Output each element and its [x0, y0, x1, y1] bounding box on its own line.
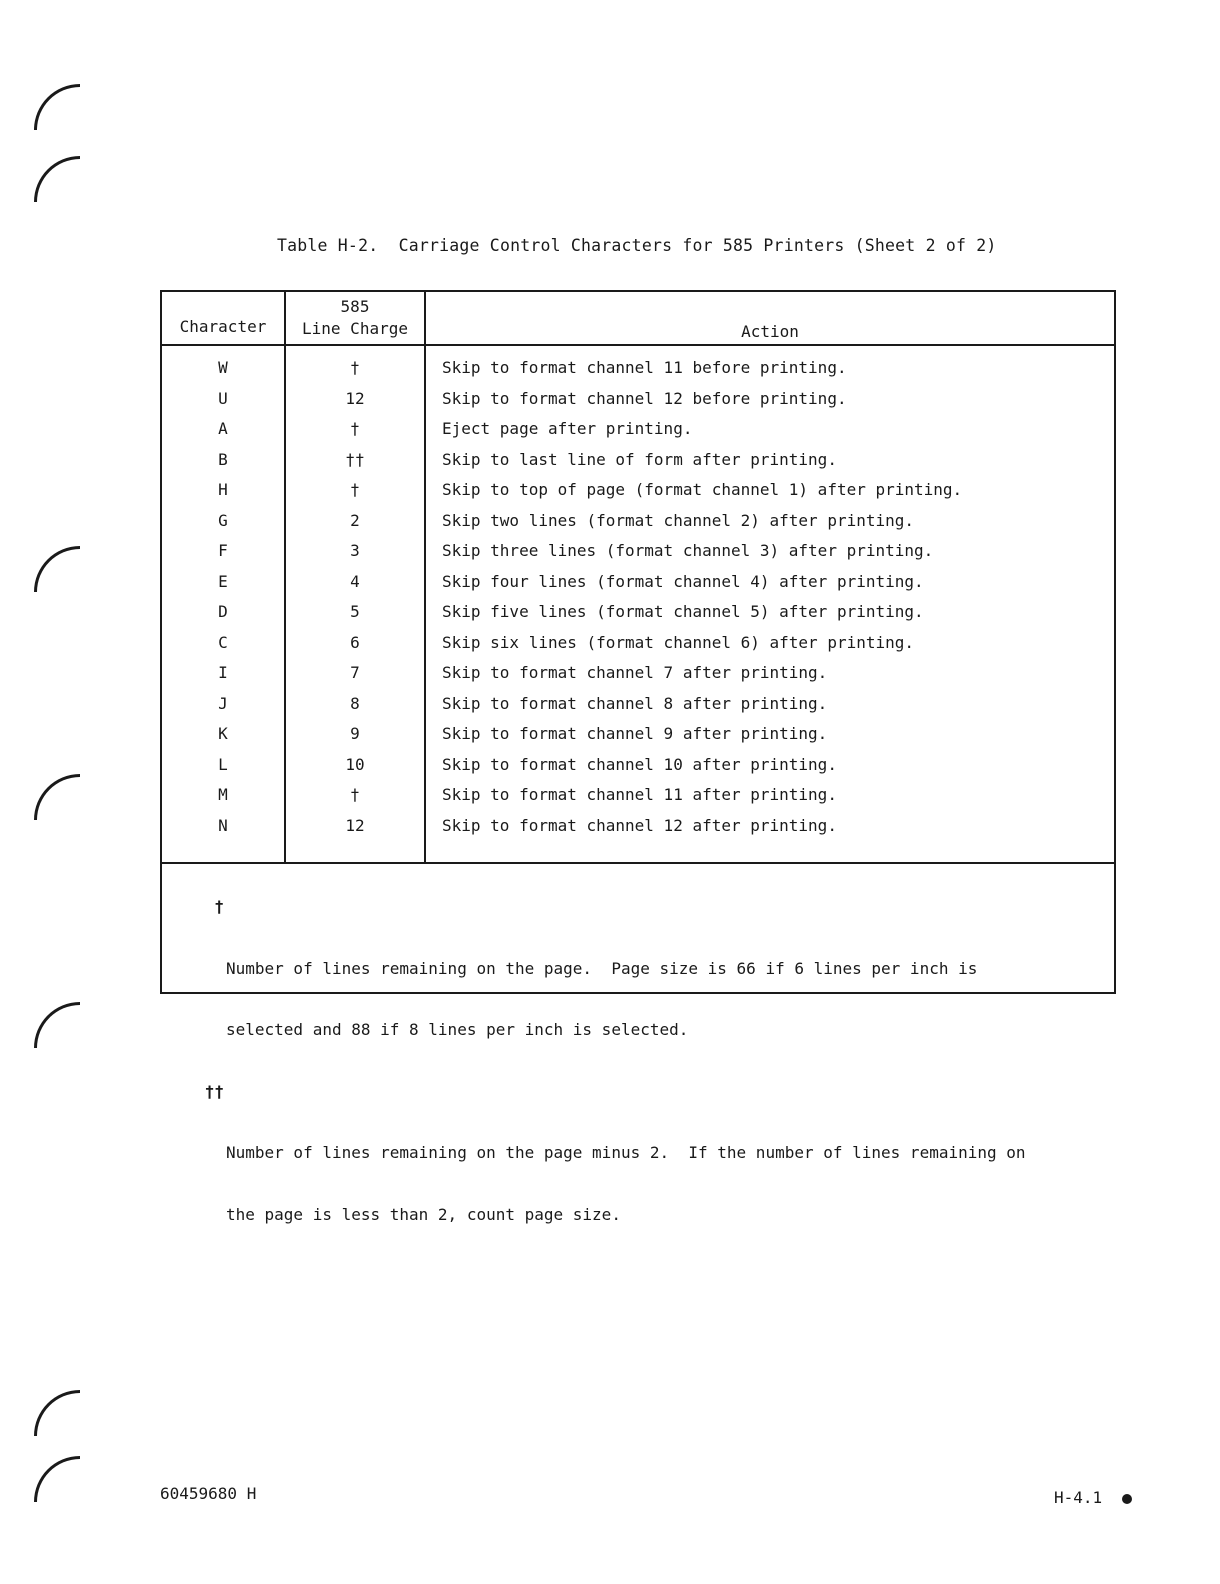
cell-character: L	[218, 754, 228, 774]
cell-character: B	[218, 449, 228, 469]
footnote-line: Number of lines remaining on the page. Page size is 66 if 6 lines per inch is	[226, 958, 978, 978]
table-row	[162, 663, 1114, 693]
cell-action: Skip to format channel 7 after printing.	[442, 663, 828, 682]
table-row	[162, 480, 1114, 510]
header-divider	[162, 344, 1114, 346]
cell-action: Skip to format channel 9 after printing.	[442, 724, 828, 743]
cell-character: C	[218, 632, 228, 652]
table-row	[162, 785, 1114, 815]
cell-character: U	[218, 388, 228, 408]
footnote	[202, 897, 1026, 1082]
cell-action: Skip to format channel 8 after printing.	[442, 693, 828, 713]
footnote	[202, 1082, 1026, 1267]
cell-character: W	[218, 358, 228, 377]
table-row	[162, 511, 1114, 541]
table-row	[162, 724, 1114, 754]
cell-character: E	[218, 571, 228, 591]
cell-action: Skip to last line of form after printing.	[442, 449, 837, 469]
cell-character: N	[218, 815, 228, 835]
notes-divider	[162, 862, 1114, 864]
cell-character: H	[218, 480, 228, 499]
dagger-mark: †	[214, 897, 224, 916]
cell-action: Skip three lines (format channel 3) after printing.	[442, 541, 934, 560]
cell-character: D	[218, 602, 228, 621]
cell-line-charge: 12	[345, 815, 365, 835]
cell-action: Skip to format channel 11 after printing.	[442, 785, 837, 804]
cell-character: M	[218, 785, 228, 804]
document-number: 60459680 H	[160, 1484, 257, 1503]
header-action: Action	[741, 322, 799, 341]
punch-hole	[34, 156, 80, 202]
header-line-charge: Line Charge	[302, 319, 408, 338]
table-caption: Table H-2. Carriage Control Characters for 585 Printers (Sheet 2 of 2)	[277, 236, 997, 255]
cell-line-charge: 12	[345, 388, 365, 408]
cell-action: Skip to format channel 12 before printing.	[442, 388, 847, 408]
cell-line-charge: 7	[350, 663, 360, 682]
cell-line-charge: †	[350, 358, 360, 377]
punch-hole	[34, 84, 80, 130]
cell-line-charge: 8	[350, 693, 360, 713]
bullet-icon	[1122, 1494, 1132, 1504]
table-row	[162, 541, 1114, 571]
table-row	[162, 633, 1114, 663]
cell-action: Skip to top of page (format channel 1) after printing.	[442, 480, 963, 499]
cell-character: F	[218, 541, 228, 560]
cell-character: G	[218, 510, 228, 530]
table-row	[162, 358, 1114, 388]
cell-line-charge: 10	[345, 754, 365, 774]
footnote-line: selected and 88 if 8 lines per inch is selected.	[226, 1020, 689, 1039]
cell-character: J	[218, 693, 228, 713]
cell-line-charge: †	[350, 480, 360, 499]
cell-action: Skip six lines (format channel 6) after printing.	[442, 632, 915, 652]
cell-action: Skip five lines (format channel 5) after printing.	[442, 602, 924, 621]
table-row	[162, 816, 1114, 846]
cell-character: I	[218, 663, 228, 682]
table-footnotes	[202, 897, 1026, 1266]
cell-line-charge: 3	[350, 541, 360, 560]
cell-line-charge: 4	[350, 571, 360, 591]
header-line-charge-top: 585	[340, 297, 370, 316]
cell-action: Skip to format channel 10 after printing.	[442, 754, 837, 774]
cell-line-charge: †	[350, 419, 360, 438]
cell-line-charge: 2	[350, 510, 360, 530]
cell-action: Skip four lines (format channel 4) after printing.	[442, 571, 924, 591]
cell-action: Eject page after printing.	[442, 419, 693, 438]
cell-action: Skip to format channel 12 after printing.	[442, 815, 837, 835]
punch-hole	[34, 546, 80, 592]
cell-character: A	[218, 419, 228, 438]
cell-line-charge: 9	[350, 724, 360, 743]
table-row	[162, 694, 1114, 724]
table-row	[162, 389, 1114, 419]
carriage-control-table	[160, 290, 1116, 1224]
page-number: H-4.1	[1054, 1488, 1103, 1507]
footnote-line: Number of lines remaining on the page minus 2. If the number of lines remaining on	[226, 1143, 1026, 1162]
cell-action: Skip two lines (format channel 2) after printing.	[442, 510, 915, 530]
cell-line-charge: †	[350, 785, 360, 804]
double-dagger-mark: ††	[204, 1081, 224, 1101]
punch-hole	[34, 1390, 80, 1436]
cell-character: K	[218, 724, 228, 743]
table-row	[162, 450, 1114, 480]
header-character: Character	[179, 317, 267, 336]
table-row	[162, 419, 1114, 449]
cell-line-charge: ††	[345, 449, 365, 469]
punch-hole	[34, 1002, 80, 1048]
cell-line-charge: 5	[350, 602, 360, 621]
table-row	[162, 572, 1114, 602]
footnote-line: the page is less than 2, count page size.	[226, 1204, 621, 1224]
table-row	[162, 602, 1114, 632]
cell-action: Skip to format channel 11 before printing.	[442, 358, 847, 377]
punch-hole	[34, 1456, 80, 1502]
table-row	[162, 755, 1114, 785]
punch-hole	[34, 774, 80, 820]
cell-line-charge: 6	[350, 632, 360, 652]
